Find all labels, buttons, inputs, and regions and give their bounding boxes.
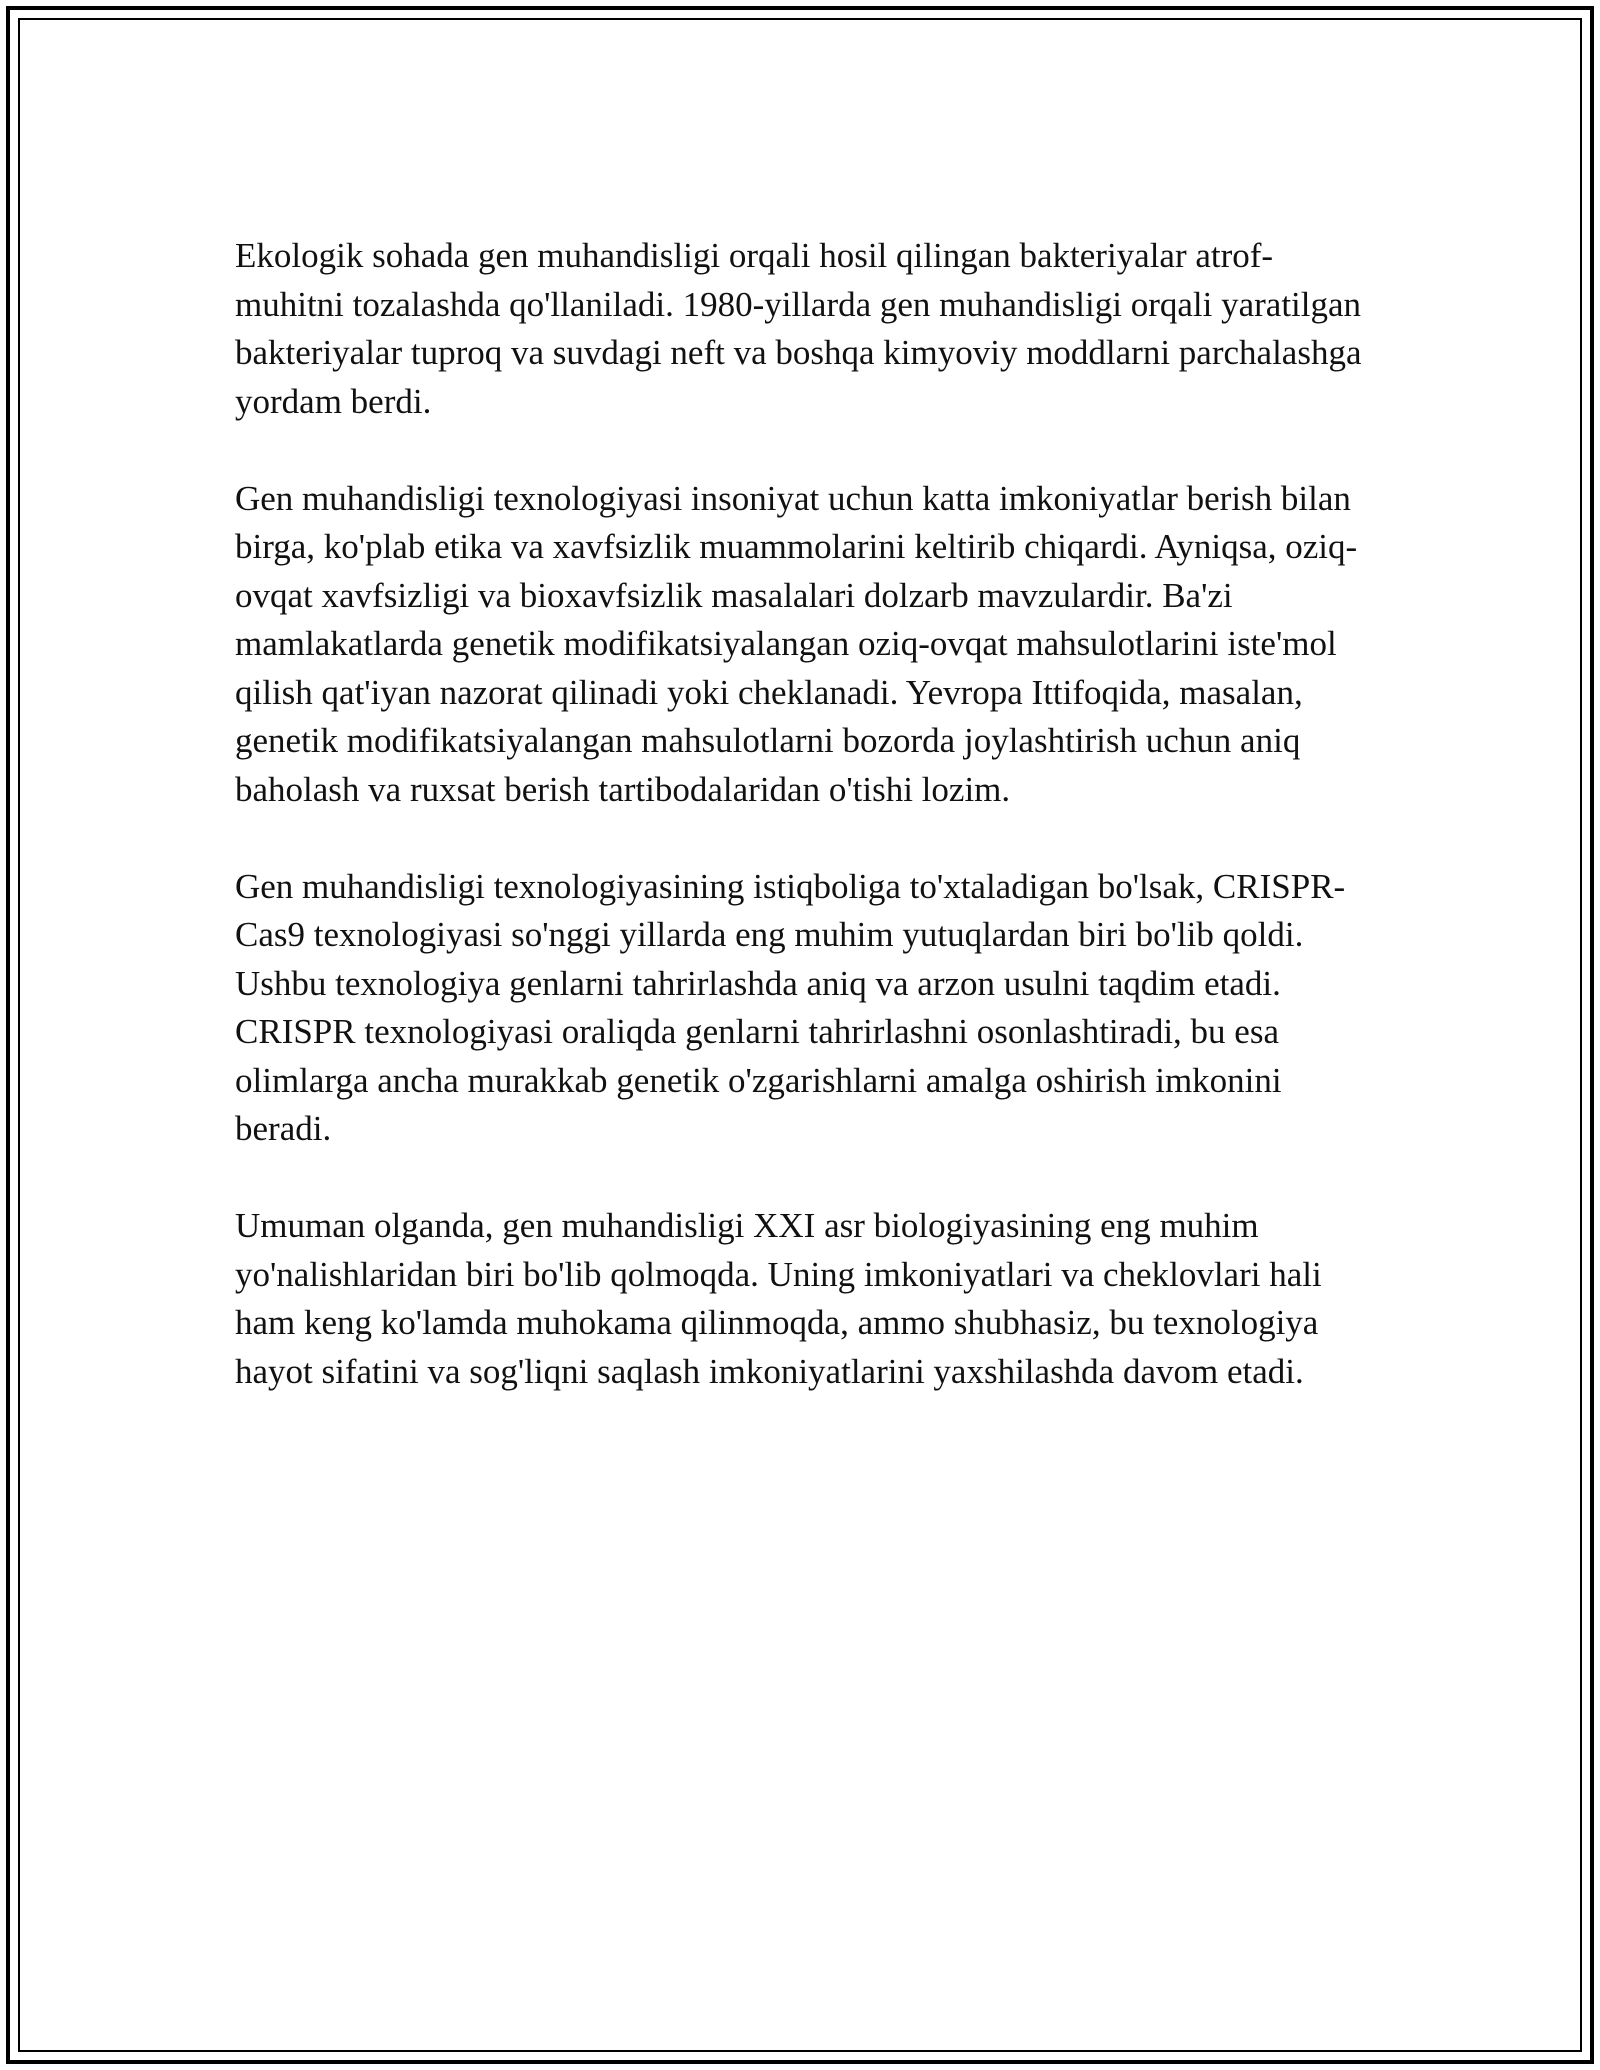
paragraph-conclusion: Umuman olganda, gen muhandisligi XXI asr biologiyasining eng muhim yo'nalishlaridan biri bo'lib qolmoqda. Uning imkoniyatlari va cheklovlari hali ham keng ko'lamda muhokama qilinmoqda, ammo shubhasiz, bu texnologiya hayot sifatini va sog'liqni saqlash imkoniyatlarini yaxshilashda davom etadi. [235, 1206, 1322, 1391]
paragraph-environmental-bacteria: Ekologik sohada gen muhandisligi orqali hosil qilingan bakteriyalar atrof-muhitni tozalashda qo'llaniladi. 1980-yillarda gen muhandisligi orqali yaratilgan bakteriyalar tuproq va suvdagi neft va boshqa kimyoviy moddlarni parchalashga yordam berdi. [235, 236, 1362, 421]
paragraph-crispr: Gen muhandisligi texnologiyasining istiqboliga to'xtaladigan bo'lsak, CRISPR-Cas9 texnologiyasi so'nggi yillarda eng muhim yutuqlardan biri bo'lib qoldi. Ushbu texnologiya genlarni tahrirlashda aniq va arzon usulni taqdim etadi. CRISPR texnologiyasi oraliqda genlarni tahrirlashni osonlashtiradi, bu esa olimlarga ancha murakkab genetik o'zgarishlarni amalga oshirish imkonini beradi. [235, 866, 1346, 1148]
paragraph-ethics-safety: Gen muhandisligi texnologiyasi insoniyat uchun katta imkoniyatlar berish bilan birga, ko'plab etika va xavfsizlik muammolarini keltirib chiqardi. Ayniqsa, oziq-ovqat xavfsizligi va bioxavfsizlik masalalari dolzarb mavzulardir. Ba'zi mamlakatlarda genetik modifikatsiyalangan oziq-ovqat mahsulotlarini iste'mol qilish qat'iyan nazorat qilinadi yoki cheklanadi. Yevropa Ittifoqida, masalan, genetik modifikatsiyalangan mahsulotlarni bozorda joylashtirish uchun aniq baholash va ruxsat berish tartibodalaridan o'tishi lozim. [235, 478, 1358, 809]
document-body [235, 232, 1365, 1445]
